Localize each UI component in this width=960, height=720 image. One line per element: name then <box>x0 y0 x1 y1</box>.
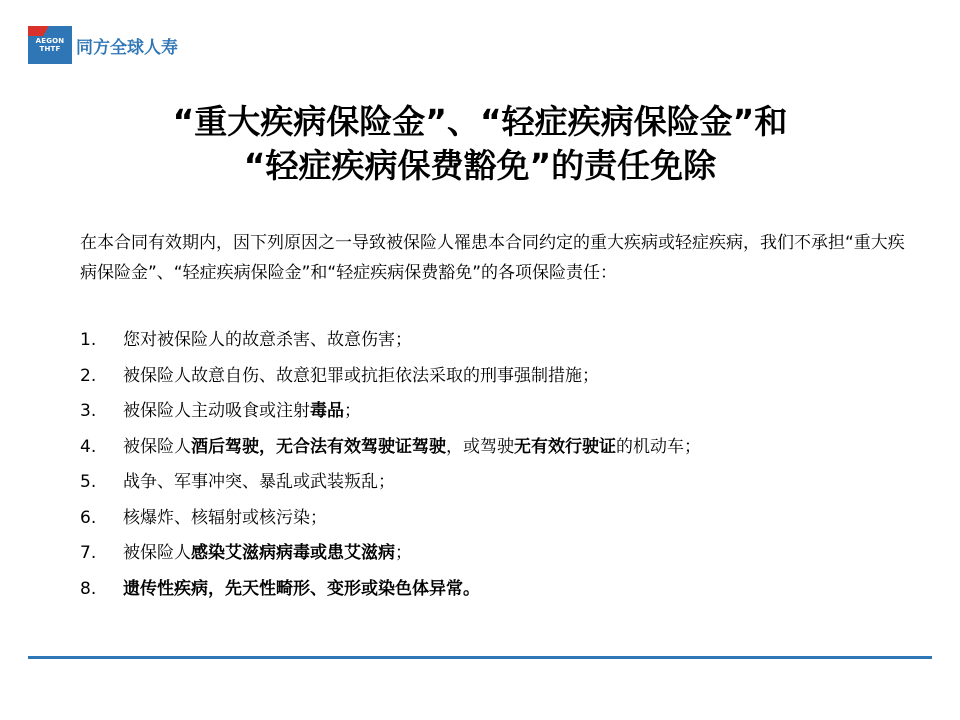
item-text: 遗传性疾病，先天性畸形、变形或染色体异常。 <box>123 578 480 599</box>
logo-badge-line1: AEGON <box>35 37 65 45</box>
item-number: 8. <box>80 578 97 599</box>
item-number: 7. <box>80 543 97 563</box>
company-name: 同方全球人寿 <box>76 37 178 58</box>
item-number: 2. <box>80 365 97 386</box>
logo-red-stripe <box>28 26 49 36</box>
item-number: 5. <box>80 472 97 492</box>
item-text: 核爆炸、核辐射或核污染； <box>123 507 327 528</box>
list-item <box>80 325 910 361</box>
intro-paragraph: 在本合同有效期内，因下列原因之一导致被保险人罹患本合同约定的重大疾病或轻症疾病，我们不承担“重大疾病保险金”、“轻症疾病保险金”和“轻症疾病保费豁免”的各项保险责任： <box>80 233 905 283</box>
exclusion-list <box>80 325 910 609</box>
item-text: 被保险人主动吸食或注射毒品； <box>123 401 361 421</box>
list-item <box>80 503 910 539</box>
list-item <box>80 361 910 397</box>
item-number: 3. <box>80 401 97 421</box>
list-item <box>80 538 910 574</box>
item-text: 被保险人酒后驾驶，无合法有效驾驶证驾驶，或驾驶无有效行驶证的机动车； <box>123 436 701 457</box>
title-line-1: “重大疾病保险金”、“轻症疾病保险金”和 <box>172 102 788 141</box>
company-logo <box>28 26 178 64</box>
list-item <box>80 432 910 468</box>
aegon-thtf-badge <box>28 26 72 64</box>
item-number: 4. <box>80 436 97 457</box>
list-item <box>80 396 910 432</box>
page-title <box>60 100 900 188</box>
list-item <box>80 574 910 610</box>
footer-divider <box>28 656 932 659</box>
title-line-2: “轻症疾病保费豁免”的责任免除 <box>243 146 717 185</box>
logo-badge-line2: THTF <box>39 45 61 53</box>
item-text: 被保险人感染艾滋病病毒或患艾滋病； <box>123 543 412 563</box>
item-text: 战争、军事冲突、暴乱或武装叛乱； <box>123 472 395 492</box>
item-text: 被保险人故意自伤、故意犯罪或抗拒依法采取的刑事强制措施； <box>123 365 599 386</box>
item-number: 1. <box>80 330 97 350</box>
item-text: 您对被保险人的故意杀害、故意伤害； <box>123 330 412 350</box>
list-item <box>80 467 910 503</box>
item-number: 6. <box>80 507 97 528</box>
